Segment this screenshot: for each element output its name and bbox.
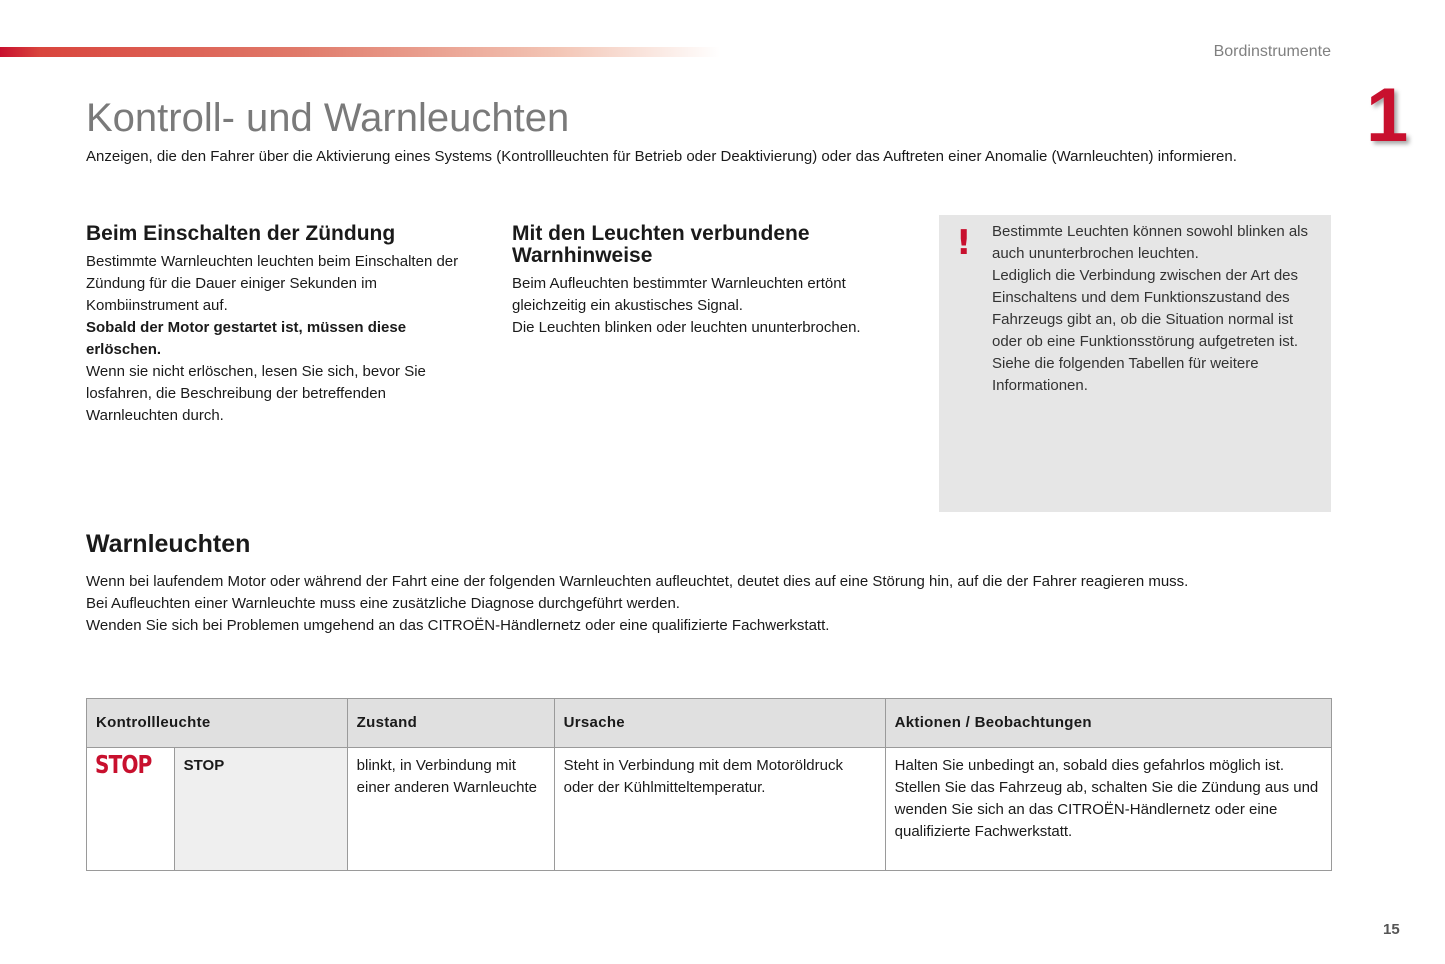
warnleuchten-line-2: Bei Aufleuchten einer Warnleuchte muss eine zusätzliche Diagnose durchgeführt werden. [86, 595, 680, 612]
table-header-row [87, 699, 1332, 748]
warnleuchten-line-1: Wenn bei laufendem Motor oder während der Fahrt eine der folgenden Warnleuchten aufleuchtet, deutet dies auf eine Störung hin, auf die der Fahrer reagieren muss. [86, 573, 1189, 590]
cause-cell: Steht in Verbindung mit dem Motoröldruck oder der Kühlmitteltemperatur. [554, 748, 885, 871]
exclamation-icon: ! [956, 223, 972, 263]
action-cell: Halten Sie unbedingt an, sobald dies gefahrlos möglich ist. Stellen Sie das Fahrzeug ab, schalten Sie die Zündung aus und wenden Sie sich an das CITROËN-Händlernetz oder eine qualifizierte Fachwerkstatt. [885, 748, 1331, 871]
header-ursache: Ursache [554, 699, 885, 748]
header-kontrollleuchte: Kontrollleuchte [87, 699, 348, 748]
section-label: Bordinstrumente [1213, 43, 1331, 60]
note-line-1: Bestimmte Leuchten können sowohl blinken als auch ununterbrochen leuchten. [992, 223, 1309, 262]
warnleuchten-heading: Warnleuchten [86, 530, 251, 558]
page-title: Kontroll- und Warnleuchten [86, 96, 570, 140]
header-accent-bar [0, 47, 720, 57]
ignition-heading: Beim Einschalten der Zündung [86, 222, 396, 245]
warnleuchten-intro [86, 571, 1336, 637]
note-box [939, 215, 1331, 512]
page-number: 15 [1383, 921, 1400, 938]
ignition-text-2: Wenn sie nicht erlöschen, lesen Sie sich, bevor Sie losfahren, die Beschreibung der betreffenden Warnleuchten durch. [86, 363, 426, 424]
header-zustand: Zustand [347, 699, 554, 748]
note-line-2: Lediglich die Verbindung zwischen der Art des Einschaltens und dem Funktionszustand des Fahrzeugs gibt an, ob die Situation normal ist oder ob eine Funktionsstörung aufgetreten ist. [992, 267, 1299, 350]
table-row [87, 748, 1332, 871]
chapter-number: 1 [1366, 73, 1409, 158]
lamp-name-cell: STOP [174, 748, 347, 871]
header-aktionen: Aktionen / Beobachtungen [885, 699, 1331, 748]
warning-table [86, 698, 1332, 871]
stop-icon-cell [87, 748, 175, 871]
ignition-text-1: Bestimmte Warnleuchten leuchten beim Einschalten der Zündung für die Dauer einiger Sekunden im Kombiinstrument auf. [86, 253, 459, 314]
ignition-section [86, 223, 476, 427]
linked-warnings-section [512, 223, 912, 339]
warnleuchten-line-3: Wenden Sie sich bei Problemen umgehend an das CITROËN-Händlernetz oder eine qualifizierte Fachwerkstatt. [86, 617, 830, 634]
linked-warnings-heading: Mit den Leuchten verbundene Warnhinweise [512, 222, 810, 267]
linked-warnings-text-2: Die Leuchten blinken oder leuchten ununterbrochen. [512, 319, 861, 336]
linked-warnings-text-1: Beim Aufleuchten bestimmter Warnleuchten ertönt gleichzeitig ein akustisches Signal. [512, 275, 846, 314]
note-line-3: Siehe die folgenden Tabellen für weitere Informationen. [992, 355, 1259, 394]
ignition-bold-text: Sobald der Motor gestartet ist, müssen diese erlöschen. [86, 319, 407, 358]
page-intro: Anzeigen, die den Fahrer über die Aktivierung eines Systems (Kontrollleuchten für Betrieb oder Deaktivierung) oder das Auftreten einer Anomalie (Warnleuchten) informieren. [86, 148, 1237, 165]
stop-warning-icon: STOP [95, 750, 152, 779]
note-text [992, 221, 1322, 397]
state-cell: blinkt, in Verbindung mit einer anderen Warnleuchte [347, 748, 554, 871]
